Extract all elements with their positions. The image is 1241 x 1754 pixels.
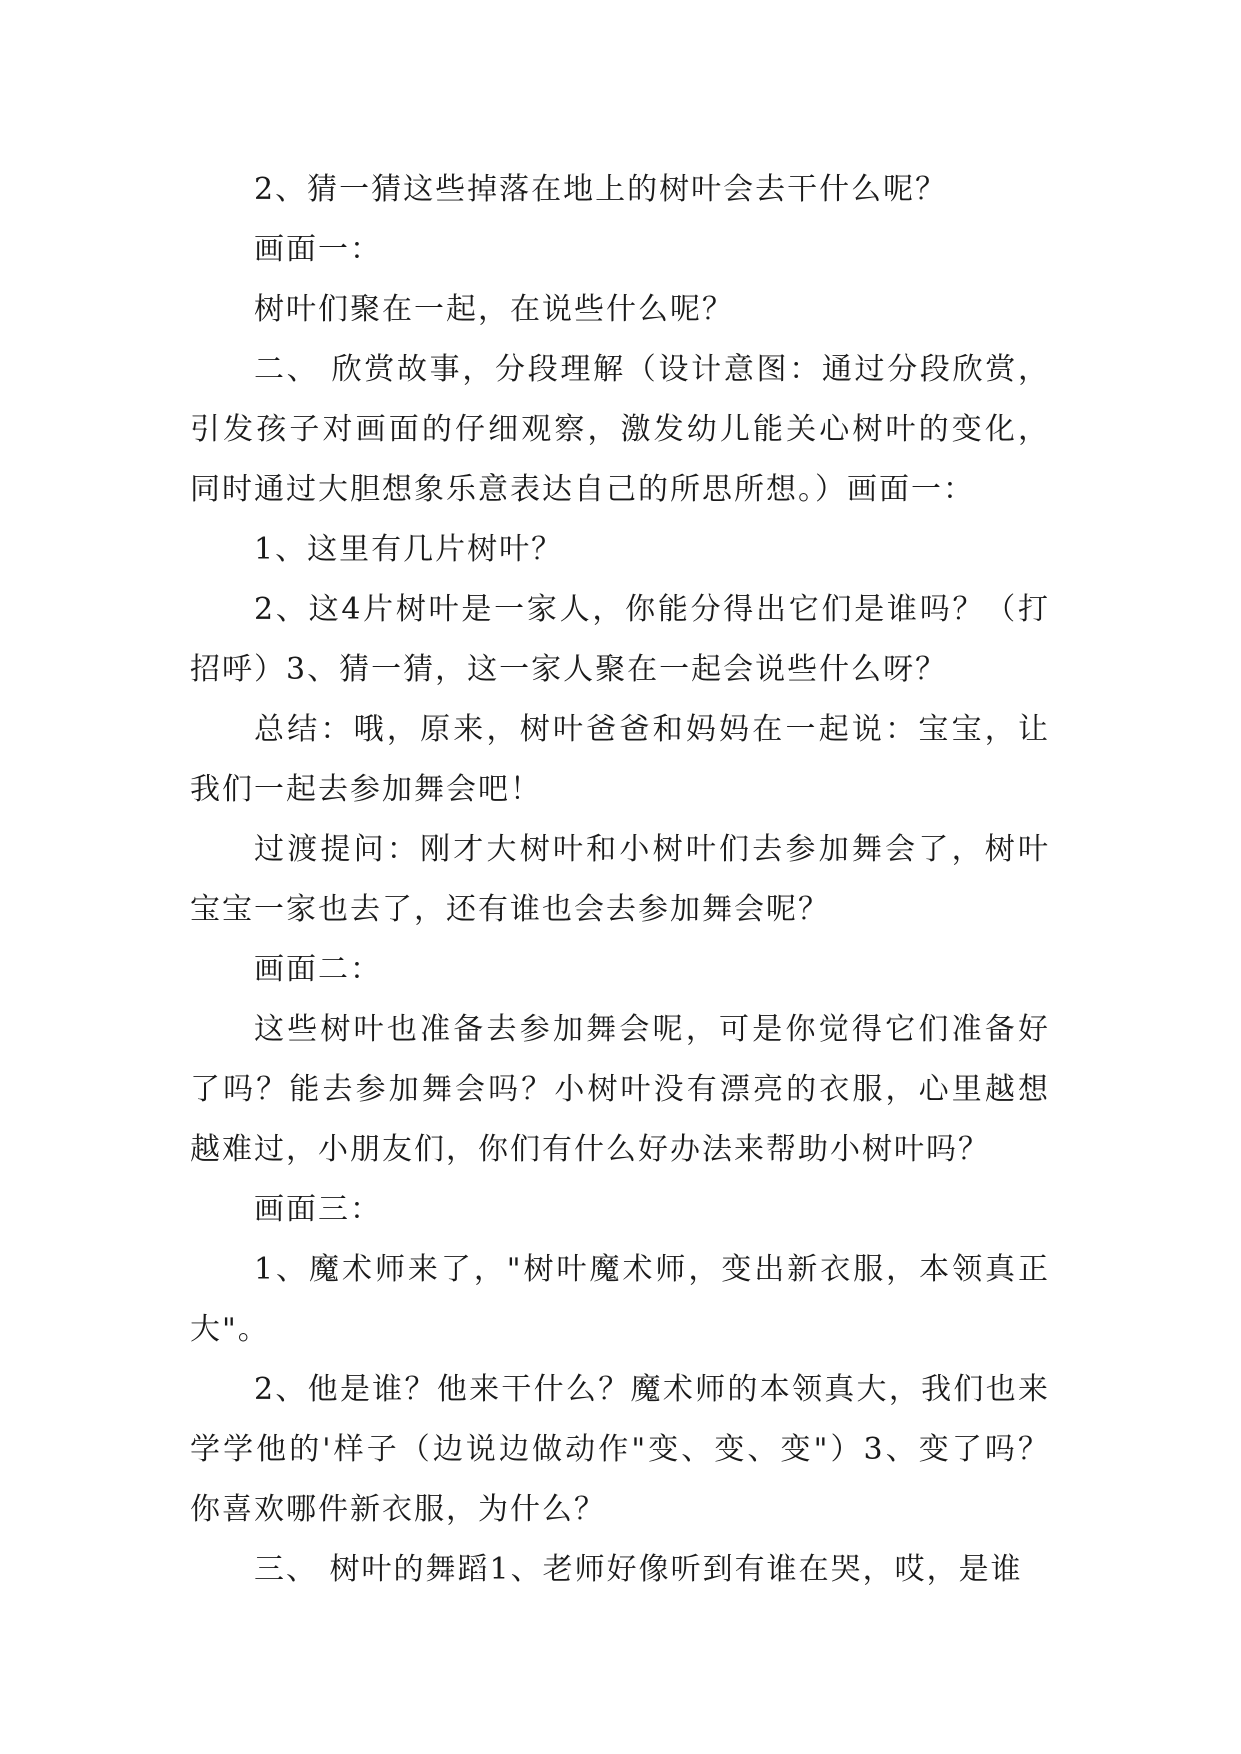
paragraph-1: 2、猜一猜这些掉落在地上的树叶会去干什么呢？: [254, 172, 948, 207]
paragraph-11: 画面三：: [254, 1192, 382, 1227]
document-body: [190, 160, 1050, 1600]
paragraph-4: 二、 欣赏故事，分段理解（设计意图：通过分段欣赏，引发孩子对画面的仔细观察，激发幼儿能关心树叶的变化，同时通过大胆想象乐意表达自己的所思所想。）画面一：: [190, 352, 1050, 507]
paragraph-7: 总结：哦，原来，树叶爸爸和妈妈在一起说：宝宝，让我们一起去参加舞会吧！: [190, 712, 1050, 807]
paragraph-10: 这些树叶也准备去参加舞会呢，可是你觉得它们准备好了吗？能去参加舞会吗？小树叶没有漂亮的衣服，心里越想越难过，小朋友们，你们有什么好办法来帮助小树叶吗？: [190, 1012, 1050, 1167]
paragraph-3: 树叶们聚在一起，在说些什么呢？: [254, 292, 734, 327]
paragraph-8: 过渡提问：刚才大树叶和小树叶们去参加舞会了，树叶宝宝一家也去了，还有谁也会去参加舞会呢？: [190, 832, 1050, 927]
paragraph-6: 2、这4片树叶是一家人，你能分得出它们是谁吗？（打招呼）3、猜一猜，这一家人聚在一起会说些什么呀？: [190, 592, 1050, 687]
paragraph-13: 2、他是谁？他来干什么？魔术师的本领真大，我们也来学学他的'样子（边说边做动作"变、变、变"）3、变了吗？你喜欢哪件新衣服，为什么？: [190, 1372, 1050, 1527]
paragraph-12: 1、魔术师来了，"树叶魔术师，变出新衣服，本领真正大"。: [190, 1252, 1050, 1347]
paragraph-2: 画面一：: [254, 232, 382, 267]
paragraph-14: 三、 树叶的舞蹈1、老师好像听到有谁在哭，哎，是谁: [254, 1552, 1023, 1587]
paragraph-9: 画面二：: [254, 952, 382, 987]
paragraph-5: 1、这里有几片树叶？: [254, 532, 564, 567]
